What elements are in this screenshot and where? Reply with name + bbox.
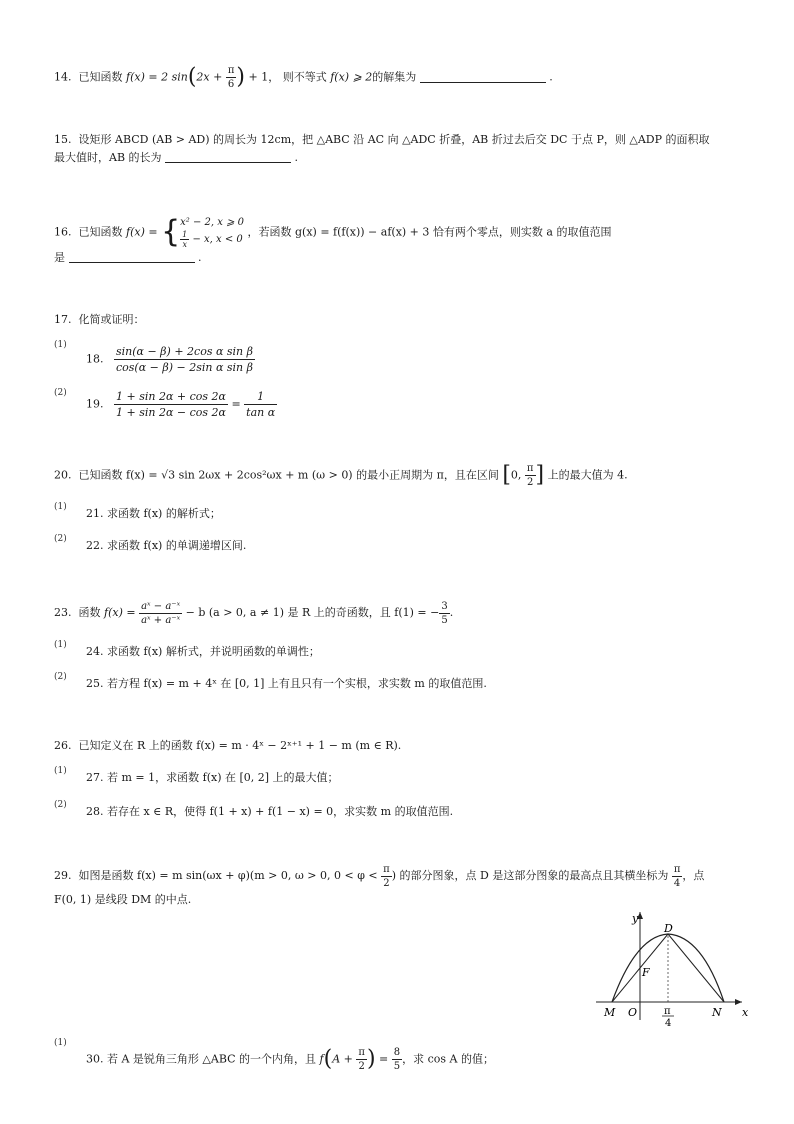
question-number: 29. [54, 869, 72, 882]
sub-question-18 [86, 344, 255, 375]
argument: A + [332, 1052, 357, 1066]
answer-blank[interactable] [165, 150, 291, 163]
question-text: 设矩形 ABCD (AB > AD) 的周长为 12cm，把 △ABC 沿 AC 向 △ADC 折叠，AB 折过去后交 DC 于点 P，则 △ADP 的面积取 [78, 133, 710, 146]
question-text: F(0, 1) 是线段 DM 的中点. [54, 893, 192, 906]
left-brace: { [161, 214, 181, 250]
question-text: − b (a > 0, a ≠ 1) 是 R 上的奇函数，且 f(1) = − [185, 606, 440, 619]
question-number: 16. [54, 225, 72, 239]
part-tag: (1) [54, 1038, 67, 1048]
denominator: cos(α − β) − 2sin α sin β [116, 361, 253, 374]
question-text: 则不等式 [282, 70, 327, 84]
question-15 [54, 132, 709, 148]
question-number: 15. [54, 133, 72, 146]
answer-blank[interactable] [420, 70, 546, 83]
question-text: 化简或证明： [78, 313, 145, 326]
label-m: M [604, 1006, 616, 1019]
left-bracket: [ [502, 462, 511, 488]
question-number: 20. [54, 468, 72, 482]
part-tag: (1) [54, 340, 67, 350]
function-name: f(x) = [126, 225, 158, 239]
question-text: ，求 cos A 的值； [402, 1052, 494, 1066]
sub-number: 18. [86, 352, 104, 366]
part-tag: (2) [54, 800, 67, 810]
lhs-fraction [114, 389, 228, 420]
question-text: 已知定义在 R 上的函数 f(x) = m · 4ˣ − 2ˣ⁺¹ + 1 − m (m ∈ R). [78, 739, 402, 752]
question-16-line2 [54, 250, 202, 266]
fraction-pi-2: $\frac{\pi}{2}$ [358, 1047, 365, 1072]
question-text: 已知函数 [78, 70, 123, 84]
part-tag: (1) [54, 502, 67, 512]
numerator: aˣ − a⁻ˣ [141, 600, 181, 612]
question-20 [54, 462, 628, 489]
function-call: f [319, 1052, 324, 1066]
piecewise-cases [180, 216, 244, 249]
numerator: sin(α − β) + 2cos α sin β [116, 345, 253, 358]
label-y: y [632, 912, 639, 925]
question-text: 如图是函数 f(x) = m sin(ωx + φ)(m > 0, ω > 0, 0 < φ < [78, 869, 378, 882]
part-tag: (2) [54, 672, 67, 682]
label-o: O [628, 1006, 638, 1019]
question-text: 30. 若 A 是锐角三角形 △ABC 的一个内角，且 [86, 1052, 317, 1066]
question-15-line2 [54, 150, 298, 166]
case-2: $\frac{1}{x}$ − x, x < 0 [182, 230, 243, 249]
question-text: 最大值时，AB 的长为 [54, 151, 162, 164]
interval-start: 0, [510, 468, 525, 482]
expression-fraction [114, 344, 255, 375]
period: . [549, 70, 553, 84]
sub-question-24: 24. 求函数 f(x) 解析式，并说明函数的单调性； [86, 645, 320, 658]
question-number: 14. [54, 70, 72, 84]
question-text: 是 [54, 251, 65, 264]
question-26 [54, 738, 401, 754]
question-text: ，若函数 g(x) = f(f(x)) − af(x) + 3 恰有两个零点，则实数 a 的取值范围 [247, 225, 612, 239]
question-16 [54, 216, 611, 249]
fraction-pi-4: $\frac{\pi}{4}$ [673, 863, 681, 889]
case-1: x² − 2, x ⩾ 0 [180, 217, 245, 228]
numerator: 1 + sin 2α + cos 2α [116, 390, 226, 403]
right-paren: ) [366, 1046, 376, 1072]
label-f: F [642, 966, 650, 979]
case-2-tail: − x, x < 0 [192, 234, 243, 245]
right-paren: ) [236, 64, 245, 90]
fraction-pi-2: $\frac{\pi}{2}$ [526, 463, 534, 488]
fraction-3-5: $\frac{3}{5}$ [441, 600, 448, 626]
fraction-pi-2: $\frac{\pi}{2}$ [383, 863, 390, 889]
sub-question-25: 25. 若方程 f(x) = m + 4ˣ 在 [0, 1] 上有且只有一个实根，求实数 m 的取值范围. [86, 677, 487, 690]
denominator: tan α [246, 406, 276, 419]
denominator: aˣ + a⁻ˣ [141, 614, 181, 626]
left-paren: ( [187, 64, 197, 90]
question-number: 23. [54, 606, 72, 619]
question-text: ，点 [682, 869, 705, 882]
question-17 [54, 312, 145, 328]
question-29 [54, 862, 704, 890]
question-number: 17. [54, 313, 72, 326]
right-bracket: ] [535, 462, 545, 488]
question-text: 已知函数 [78, 225, 123, 239]
period: . [294, 151, 299, 164]
sub-question-28: 28. 若存在 x ∈ R，使得 f(1 + x) + f(1 − x) = 0，求实数 m 的取值范围. [86, 805, 454, 818]
part-tag: (1) [54, 766, 67, 776]
part-tag: (2) [54, 388, 67, 398]
question-23: 23. 函数 f(x) = $\frac{\text{aˣ − a⁻ˣ}}{\text{aˣ + a⁻ˣ}}$ − b (a > 0, a ≠ 1) 是 R 上的奇函数，且 f(1) = − $\frac{3}{5}$ . [54, 600, 454, 626]
sine-graph [592, 908, 750, 1028]
rhs-fraction: $\frac{1}{\text{tan α}}$ [246, 390, 276, 419]
label-x: x [742, 1006, 749, 1019]
part-tag: (1) [54, 640, 67, 650]
answer-blank[interactable] [69, 250, 195, 263]
question-number: 26. [54, 739, 72, 752]
sub-question-19: 19. $\frac{1 + \sin 2\alpha + \cos 2\alpha}{1 + \sin 2\alpha - \cos 2\alpha}$ = $\frac{1}{\text{tan α}}$ [86, 390, 276, 419]
function-expression: f(x) = 2 sin [126, 70, 188, 84]
question-text: ) 的部分图象，点 D 是这部分图象的最高点且其横坐标为 [391, 869, 669, 882]
label-n: N [712, 1006, 722, 1019]
sub-question-22: 22. 求函数 f(x) 的单调递增区间. [86, 539, 247, 552]
constant: + 1 [245, 70, 269, 84]
question-14: 14. 已知函数 f(x) = 2 sin(2x + $\frac{\pi}{6}$ ) + 1， 则不等式 f(x) ⩾ 2的解集为 . [54, 64, 553, 90]
denominator: 1 + sin 2α − cos 2α [116, 406, 226, 419]
question-text: 已知函数 f(x) = √3 sin 2ωx + 2cos²ωx + m (ω > 0) 的最小正周期为 π，且在区间 [78, 468, 499, 482]
fraction-pi-6: $\frac{\pi}{6}$ [227, 65, 235, 90]
inequality: f(x) ⩾ 2 [330, 70, 373, 84]
segment-dn [668, 934, 724, 1002]
question-text: 的解集为 [372, 70, 417, 84]
argument: 2x + [196, 70, 226, 84]
tick-pi: π [664, 1006, 671, 1017]
label-d: D [664, 922, 673, 935]
left-paren: ( [323, 1046, 333, 1072]
period: . [198, 251, 202, 264]
sub-question-27: 27. 若 m = 1，求函数 f(x) 在 [0, 2] 上的最大值； [86, 771, 339, 784]
function-name: f(x) = [104, 606, 136, 619]
part-tag: (2) [54, 534, 67, 544]
sub-number: 19. [86, 397, 104, 411]
fraction-8-5: $\frac{8}{5}$ [393, 1047, 401, 1072]
sub-question-21: 21. 求函数 f(x) 的解析式； [86, 507, 221, 520]
x-axis-arrow-icon [735, 999, 742, 1005]
question-29-line2 [54, 892, 191, 908]
question-text: 函数 [78, 606, 101, 619]
question-text: 上的最大值为 4. [547, 468, 628, 482]
exp-fraction [139, 600, 182, 627]
sub-question-30: 30. 若 A 是锐角三角形 △ABC 的一个内角，且 f(A + $\frac{\pi}{2}$ ) = $\frac{8}{5}$ ，求 cos A 的值； [86, 1046, 494, 1072]
tick-4: 4 [665, 1018, 672, 1028]
